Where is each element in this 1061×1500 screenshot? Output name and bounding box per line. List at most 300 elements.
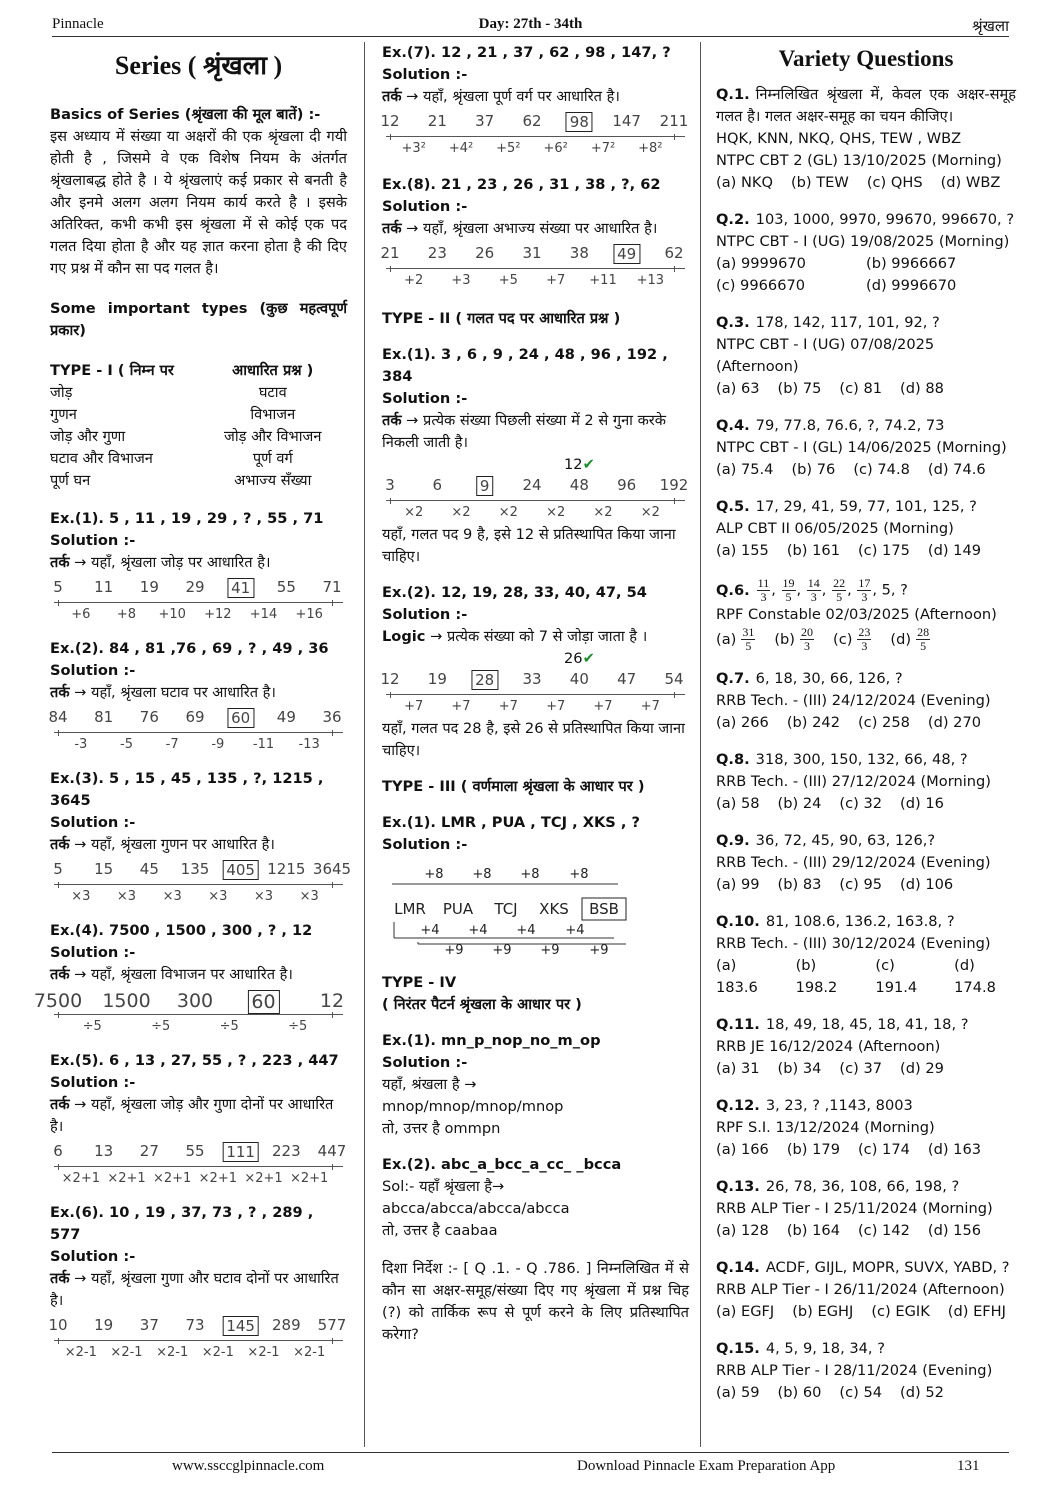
example-question: Ex.(1). LMR , PUA , TCJ , XKS , ? [382, 814, 640, 831]
alphabet-series-diagram [382, 860, 642, 960]
header-brand: Pinnacle [52, 16, 104, 32]
question-text [716, 1257, 1016, 1279]
difference-label: +7 [498, 699, 518, 714]
question-block [716, 496, 1016, 562]
option: (b) 76 [791, 461, 836, 478]
axis-tick [390, 498, 391, 504]
logic-label: तर्क [50, 684, 70, 701]
series-term: 27 [139, 1142, 159, 1160]
series-term: 26 [475, 244, 495, 262]
fraction-numerator: 23 [858, 625, 871, 639]
axis-tick [332, 882, 333, 888]
option: (b) 75 [777, 380, 822, 397]
axis-tick [58, 1012, 59, 1018]
column-right [716, 42, 1016, 1404]
fraction [857, 577, 871, 604]
type4-heading: TYPE - IV [382, 974, 457, 991]
difference-label: +10 [158, 607, 186, 622]
logic-label: तर्क [50, 554, 70, 571]
difference-label: ×2 [593, 505, 613, 520]
series-term: 55 [185, 1142, 205, 1160]
logic-body: → प्रत्येक संख्या को 7 से जोड़ा जाता है । [425, 628, 648, 645]
difference-label: +14 [249, 607, 278, 622]
question-text [716, 749, 1016, 771]
logic-body: → यहाँ, श्रृंखला अभाज्य संख्या पर आधारित है। [401, 220, 658, 237]
fraction-denominator: 3 [861, 639, 868, 653]
series-term: 21 [380, 244, 400, 262]
fraction-denominator: 5 [745, 639, 752, 653]
example-question: Ex.(1). 5 , 11 , 19 , 29 , ? , 55 , 71 [50, 510, 324, 527]
solution-answer: तो, उत्तर है ommpn [382, 1120, 501, 1137]
logic-text [50, 682, 347, 704]
difference-label: ×2-1 [156, 1345, 189, 1360]
series-term: 135 [180, 860, 210, 878]
series-term: 577 [317, 1316, 347, 1334]
difference-label: ÷5 [82, 1019, 102, 1034]
question-number: Q.5. [716, 498, 750, 515]
option: (c) 37 [839, 1060, 883, 1077]
number-line [382, 244, 689, 292]
difference-label: +8² [638, 141, 663, 156]
difference-label: ×2-1 [293, 1345, 326, 1360]
page-number: 131 [957, 1458, 980, 1474]
example-question: Ex.(1). 3 , 6 , 9 , 24 , 48 , 96 , 192 , 384 [382, 346, 668, 385]
fraction [916, 626, 930, 653]
type1-left: TYPE - I ( निम्न पर [50, 362, 174, 379]
bottom-difference: +9 [444, 943, 464, 958]
answer-term: 98 [566, 112, 593, 132]
question-list [716, 84, 1016, 1404]
axis-tick [58, 730, 59, 736]
difference-label: -13 [298, 737, 320, 752]
series-term: 19 [139, 578, 159, 596]
difference-label: ×3 [162, 889, 182, 904]
difference-label: +2 [404, 273, 424, 288]
question-text [716, 1095, 1016, 1117]
axis-tick [332, 1164, 333, 1170]
question-number: Q.10. [716, 913, 760, 930]
exam-source: RRB Tech. - (III) 29/12/2024 (Evening) [716, 854, 991, 871]
difference-label: +5 [498, 273, 518, 288]
series-term: 13 [94, 1142, 114, 1160]
answer-term: 28 [471, 670, 498, 690]
option: (a) 183.6 [716, 957, 758, 996]
difference-label: ×2+1 [152, 1171, 192, 1186]
exam-source: RPF Constable 02/03/2025 (Afternoon) [716, 606, 997, 623]
middle-difference: +4 [468, 923, 488, 938]
option: (c) EGIK [871, 1303, 930, 1320]
example-question: Ex.(2). 12, 19, 28, 33, 40, 47, 54 [382, 584, 647, 601]
logic-label: Logic [382, 628, 426, 645]
type4-subheading: ( निरंतर पैटर्न श्रृंखला के आधार पर ) [382, 996, 582, 1013]
type-right: घटाव [258, 384, 287, 401]
answer-term: 111 [222, 1142, 259, 1162]
axis-tick [332, 730, 333, 736]
option: (a) NKQ [716, 174, 773, 191]
series-term: 48 [569, 476, 589, 494]
difference-label: ×2 [404, 505, 424, 520]
letter-group: PUA [442, 900, 474, 918]
question-number: Q.8. [716, 751, 750, 768]
option: (a) 266 [716, 714, 769, 731]
section-title: Variety Questions [778, 46, 954, 71]
logic-body: → यहाँ, श्रृंखला जोड़ और गुणा दोनों पर आधारित है। [50, 1096, 334, 1135]
series-term: 11 [94, 578, 114, 596]
difference-label: ×3 [208, 889, 228, 904]
exam-source: RRB Tech. - (III) 27/12/2024 (Morning) [716, 773, 991, 790]
example-8 [382, 174, 689, 292]
axis-line [386, 694, 685, 695]
series-term: 40 [569, 670, 589, 688]
solution-label: Solution :- [382, 198, 468, 215]
option: (c) QHS [866, 174, 923, 191]
difference-label: +7² [590, 141, 616, 156]
series-term: 147 [612, 112, 641, 130]
logic-text [382, 626, 689, 648]
series-term: 62 [664, 244, 684, 262]
difference-label: ×2 [546, 505, 566, 520]
example-question: Ex.(5). 6 , 13 , 27, 55 , ? , 223 , 447 [50, 1052, 339, 1069]
options-row [716, 253, 1016, 297]
logic-text [50, 1268, 347, 1312]
number-line [50, 578, 347, 626]
fraction [757, 577, 771, 604]
difference-label: +7 [640, 699, 660, 714]
option: (a) 59 [716, 1384, 760, 1401]
series-term: 1215 [267, 860, 306, 878]
fraction-denominator: 3 [760, 590, 767, 604]
column-middle [382, 42, 689, 1346]
difference-label: ×2-1 [110, 1345, 143, 1360]
axis-tick [332, 600, 333, 606]
exam-source: RRB JE 16/12/2024 (Afternoon) [716, 1038, 941, 1055]
series-term: 7500 [33, 990, 83, 1012]
example-question: Ex.(6). 10 , 19 , 37, 73 , ? , 289 , 577 [50, 1204, 314, 1243]
option: (a) 9999670 [716, 255, 806, 272]
difference-label: +8 [116, 607, 137, 622]
option: (c) 74.8 [853, 461, 910, 478]
directions-text: दिशा निर्देश :- [ Q .1. - Q .786. ] निम्नलिखित में से कौन सा अक्षर-समूह/संख्या दिए गए श्रृंखला में प्रश्न चिह (?) को तार्किक रूप से पूर्ण करने के लिए प्रतिस्थापित करेगा? [382, 1260, 689, 1343]
difference-label: +5² [496, 141, 521, 156]
axis-tick [674, 266, 675, 272]
question-number: Q.1. [716, 86, 750, 103]
solution-label: Solution :- [50, 814, 136, 831]
type-left: पूर्ण घन [50, 472, 91, 489]
logic-text [382, 410, 689, 454]
bottom-difference: +9 [540, 943, 560, 958]
logic-body: → यहाँ, श्रृंखला पूर्ण वर्ग पर आधारित है। [401, 88, 620, 105]
options-row [716, 1139, 1016, 1161]
option-letter: (d) [890, 630, 912, 648]
option: (d) 74.6 [927, 461, 986, 478]
example-question: Ex.(2). 84 , 81 ,76 , 69 , ? , 49 , 36 [50, 640, 329, 657]
question-block [716, 209, 1016, 297]
logic-body: → यहाँ, श्रृंखला विभाजन पर आधारित है। [69, 966, 293, 983]
type-left: जोड़ [50, 384, 73, 401]
option: (b) 198.2 [795, 957, 838, 996]
fraction-denominator: 5 [836, 590, 843, 604]
option: (b) 9966667 [866, 255, 957, 272]
series-term: 81 [94, 708, 114, 726]
top-difference: +8 [569, 867, 589, 882]
solution-line: यहाँ, श्रंखला है → [382, 1076, 477, 1093]
question-series: HQK, KNN, NKQ, QHS, TEW , WBZ [716, 130, 962, 147]
question-text [716, 668, 1016, 690]
series-term: 73 [185, 1316, 205, 1334]
series-term: 289 [272, 1316, 301, 1334]
series-term: 3 [385, 476, 395, 494]
series-term: 29 [185, 578, 205, 596]
exam-source: ALP CBT II 06/05/2025 (Morning) [716, 520, 954, 537]
option [716, 626, 756, 653]
axis-line [54, 732, 343, 733]
difference-label: +7 [546, 699, 566, 714]
solution-label: Solution :- [382, 66, 468, 83]
middle-difference: +4 [516, 923, 536, 938]
difference-label: ×2 [451, 505, 471, 520]
option: (b) 24 [777, 795, 822, 812]
question-series: 36, 72, 45, 90, 63, 126,? [755, 832, 936, 849]
answer-term: 60 [247, 990, 279, 1014]
check-icon: ✔ [582, 650, 595, 667]
axis-tick [58, 1164, 59, 1170]
question-text [716, 911, 1016, 933]
exam-source: NTPC CBT - I (UG) 07/08/2025 (Afternoon) [716, 336, 935, 375]
logic-label: तर्क [382, 220, 402, 237]
example-question: Ex.(2). abc_a_bcc_a_cc_ _bcca [382, 1156, 622, 1173]
type-row [50, 426, 347, 448]
difference-label: +7 [546, 273, 566, 288]
top-difference: +8 [472, 867, 492, 882]
example-block [33, 920, 347, 1038]
series-term: 12 [319, 990, 345, 1012]
option [833, 626, 872, 653]
difference-label: -9 [211, 737, 225, 752]
solution-pattern: abcca/abcca/abcca/abcca [382, 1200, 570, 1217]
correct-value: 12 [564, 456, 583, 473]
options-row [716, 1301, 1016, 1323]
series-term: 6 [432, 476, 443, 494]
answer-term: 145 [222, 1316, 259, 1336]
difference-label: ×2 [640, 505, 660, 520]
option: (b) 179 [786, 1141, 840, 1158]
letter-group: LMR [394, 900, 426, 918]
number-line [382, 112, 689, 160]
option: (a) 166 [716, 1141, 769, 1158]
fraction-denominator: 3 [810, 590, 817, 604]
note-text: यहाँ, गलत पद 9 है, इसे 12 से प्रतिस्थापित किया जाना चाहिए। [382, 526, 676, 565]
exam-source: RRB ALP Tier - I 26/11/2024 (Afternoon) [716, 1281, 1005, 1298]
question-text [716, 1338, 1016, 1360]
difference-label: +6 [71, 607, 91, 622]
fraction-numerator: 31 [742, 625, 755, 639]
difference-label: -11 [252, 737, 275, 752]
question-series: 4, 5, 9, 18, 34, ? [765, 1340, 885, 1357]
series-term: 1500 [102, 990, 151, 1012]
difference-label: +6² [543, 141, 568, 156]
question-block [716, 1014, 1016, 1080]
logic-label: तर्क [50, 1096, 70, 1113]
question-block [716, 577, 1016, 653]
bottom-difference: +9 [589, 943, 609, 958]
question-text [716, 1014, 1016, 1036]
option: (b) 161 [786, 542, 840, 559]
solution-label: Solution :- [382, 1054, 468, 1071]
question-number: Q.12. [716, 1097, 760, 1114]
axis-tick [58, 1338, 59, 1344]
series-term: 84 [48, 708, 68, 726]
basics-text: इस अध्याय में संख्या या अक्षरों की एक श्रृंखला दी गयी होती है , जिसमे वे एक विशेष नियम के अंतर्गत श्रृंखलाबद्ध होते है । ये श्रृंखलाएं कई प्रकार से बनती है और इनमे अलग अलग नियम कार्य करते है । इसके अतिरिक्त, कभी कभी इस श्रृंखला में से कोई एक पद गलत दिया होता है और यह ज्ञात करना होता है की दिए गए प्रश्न में कौन सा पद गलत है। [50, 128, 347, 277]
question-number: Q.6. [716, 581, 750, 599]
series-term: 49 [276, 708, 296, 726]
question-text [716, 1176, 1016, 1198]
option: (c) 54 [839, 1384, 883, 1401]
fraction-denominator: 3 [861, 590, 868, 604]
difference-label: +13 [636, 273, 665, 288]
page-title: Series ( श्रृंखला ) [114, 51, 283, 80]
type-left: जोड़ और गुणा [50, 428, 126, 445]
answer-term: 9 [476, 476, 494, 496]
number-line [382, 476, 689, 524]
series-term: 37 [139, 1316, 159, 1334]
options-row [716, 1058, 1016, 1080]
column-left [33, 42, 352, 1364]
series-term: 69 [185, 708, 205, 726]
option: (d) 174.8 [954, 957, 996, 996]
options-row [716, 626, 1016, 653]
type2-example-1 [382, 344, 689, 568]
series-term: 38 [569, 244, 589, 262]
question-number: Q.7. [716, 670, 750, 687]
series-term: 192 [659, 476, 689, 494]
logic-label: तर्क [50, 966, 70, 983]
axis-line [386, 268, 685, 269]
type-right: अभाज्य सँख्या [234, 472, 312, 489]
option: (b) 83 [777, 876, 822, 893]
options-row [716, 874, 1016, 896]
series-term: 10 [48, 1316, 68, 1334]
fraction-numerator: 17 [858, 576, 871, 590]
difference-label: ×2+1 [244, 1171, 283, 1186]
fraction-numerator: 20 [801, 625, 813, 639]
header-day: Day: 27th - 34th [478, 16, 583, 32]
example-7 [382, 42, 689, 160]
solution-label: Solution :- [382, 836, 468, 853]
logic-label: तर्क [50, 836, 70, 853]
solution-label: Solution :- [382, 606, 468, 623]
axis-line [54, 884, 343, 885]
logic-body: → यहाँ, श्रृंखला घटाव पर आधारित है। [69, 684, 276, 701]
type-left: घटाव और विभाजन [50, 450, 153, 467]
question-number: Q.14. [716, 1259, 760, 1276]
example-question: Ex.(1). mn_p_nop_no_m_op [382, 1032, 601, 1049]
series-term: 300 [176, 990, 214, 1012]
number-line [33, 990, 347, 1038]
option: (d) 163 [927, 1141, 982, 1158]
question-block [716, 1095, 1016, 1161]
series-term: 71 [322, 578, 342, 596]
check-icon: ✔ [582, 456, 595, 473]
series-term: 76 [139, 708, 159, 726]
fraction [832, 577, 846, 604]
option: (d) WBZ [940, 174, 1001, 191]
question-block [716, 415, 1016, 481]
logic-text [50, 1094, 347, 1138]
answer-term: 41 [227, 578, 254, 598]
series-term: 447 [317, 1142, 347, 1160]
difference-label: ×2-1 [247, 1345, 280, 1360]
difference-label: ×2+1 [61, 1171, 100, 1186]
option: (a) 58 [716, 795, 760, 812]
question-block [716, 668, 1016, 734]
solution-label: Solution :- [50, 1248, 136, 1265]
question-series: 79, 77.8, 76.6, ?, 74.2, 73 [755, 417, 945, 434]
question-series: 103, 1000, 9970, 99670, 996670, ? [755, 211, 1015, 228]
answer-term: 49 [613, 244, 640, 264]
question-number: Q.15. [716, 1340, 760, 1357]
note-text: यहाँ, गलत पद 28 है, इसे 26 से प्रतिस्थापित किया जाना चाहिए। [382, 720, 685, 759]
axis-tick [58, 882, 59, 888]
series-term: 12 [380, 112, 400, 130]
options-row [716, 1382, 1016, 1404]
options-row [716, 955, 1016, 999]
axis-line [54, 602, 343, 603]
question-block [716, 1338, 1016, 1404]
fraction-numerator: 11 [757, 576, 770, 590]
fraction-numerator: 28 [917, 625, 930, 639]
option: (c) 9966670 [716, 277, 806, 294]
option: (a) 155 [716, 542, 769, 559]
option: (a) EGFJ [716, 1303, 775, 1320]
question-series: 318, 300, 150, 132, 66, 48, ? [755, 751, 968, 768]
correct-term [382, 454, 689, 476]
solution-label: Solution :- [50, 944, 136, 961]
series-term: 45 [139, 860, 159, 878]
difference-label: ×3 [253, 889, 274, 904]
axis-tick [58, 600, 59, 606]
series-term: 223 [272, 1142, 301, 1160]
difference-label: ×2+1 [289, 1171, 329, 1186]
difference-label: -5 [120, 737, 133, 752]
options-row [716, 378, 1016, 400]
option: (c) 32 [839, 795, 883, 812]
difference-label: +4² [448, 141, 474, 156]
top-difference: +8 [520, 867, 540, 882]
question-series: 3, 23, ? ,1143, 8003 [765, 1097, 913, 1114]
option-letter: (b) [774, 630, 795, 648]
option [890, 626, 931, 653]
example-block [50, 768, 352, 908]
example-block [50, 1202, 347, 1364]
question-text [716, 830, 1016, 852]
fraction-numerator: 22 [833, 576, 846, 590]
series-term: 96 [617, 476, 637, 494]
question-series: निम्नलिखित श्रृंखला में, केवल एक अक्षर-समूह गलत है। गलत अक्षर-समूह का चयन कीजिए। [716, 86, 1016, 125]
axis-line [54, 1014, 343, 1015]
series-term: 6 [53, 1142, 63, 1160]
axis-tick [674, 498, 675, 504]
solution-label: Solution :- [50, 532, 136, 549]
type3-example-1 [382, 812, 689, 960]
question-text [716, 496, 1016, 518]
question-number: Q.11. [716, 1016, 760, 1033]
option: (c) 81 [839, 380, 883, 397]
question-series: 178, 142, 117, 101, 92, ? [755, 314, 940, 331]
fraction-denominator: 5 [920, 639, 927, 653]
example-question: Ex.(4). 7500 , 1500 , 300 , ? , 12 [50, 922, 313, 939]
logic-text [50, 552, 347, 574]
series-term: 62 [522, 112, 542, 130]
